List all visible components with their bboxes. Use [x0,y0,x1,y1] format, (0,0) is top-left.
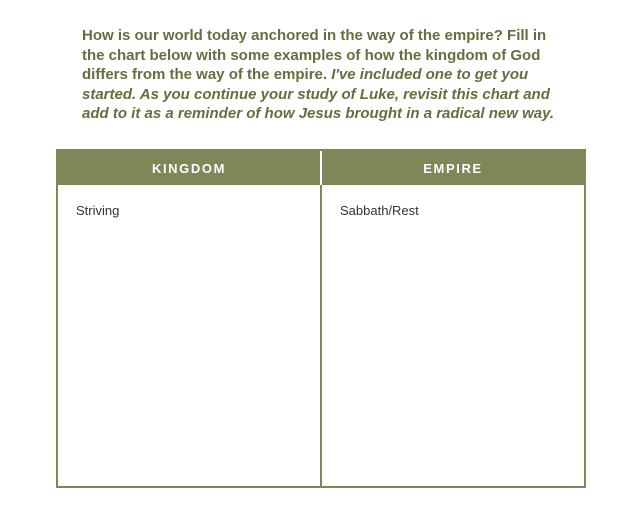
kingdom-column-header: KINGDOM [151,160,227,176]
empire-entry: Sabbath/Rest [340,203,419,218]
kingdom-column[interactable] [58,185,320,486]
chart-header-row [58,151,584,185]
instructions-italic-note: I've included one to get you started. As you continue your study of Luke, revisit this chart and add to it as a reminder of how Jesus brought in a radical new way. [82,66,555,123]
kingdom-empire-chart [56,149,586,488]
chart-body [58,185,584,486]
empire-column-header: EMPIRE [320,151,584,185]
kingdom-entry: Striving [76,203,120,218]
empire-column[interactable] [320,185,584,486]
instructions-question: How is our world today anchored in the way of the empire? Fill in the chart below with some examples of how the kingdom of God differs from the way of the empire. [82,27,547,84]
instructions-text [82,26,562,124]
